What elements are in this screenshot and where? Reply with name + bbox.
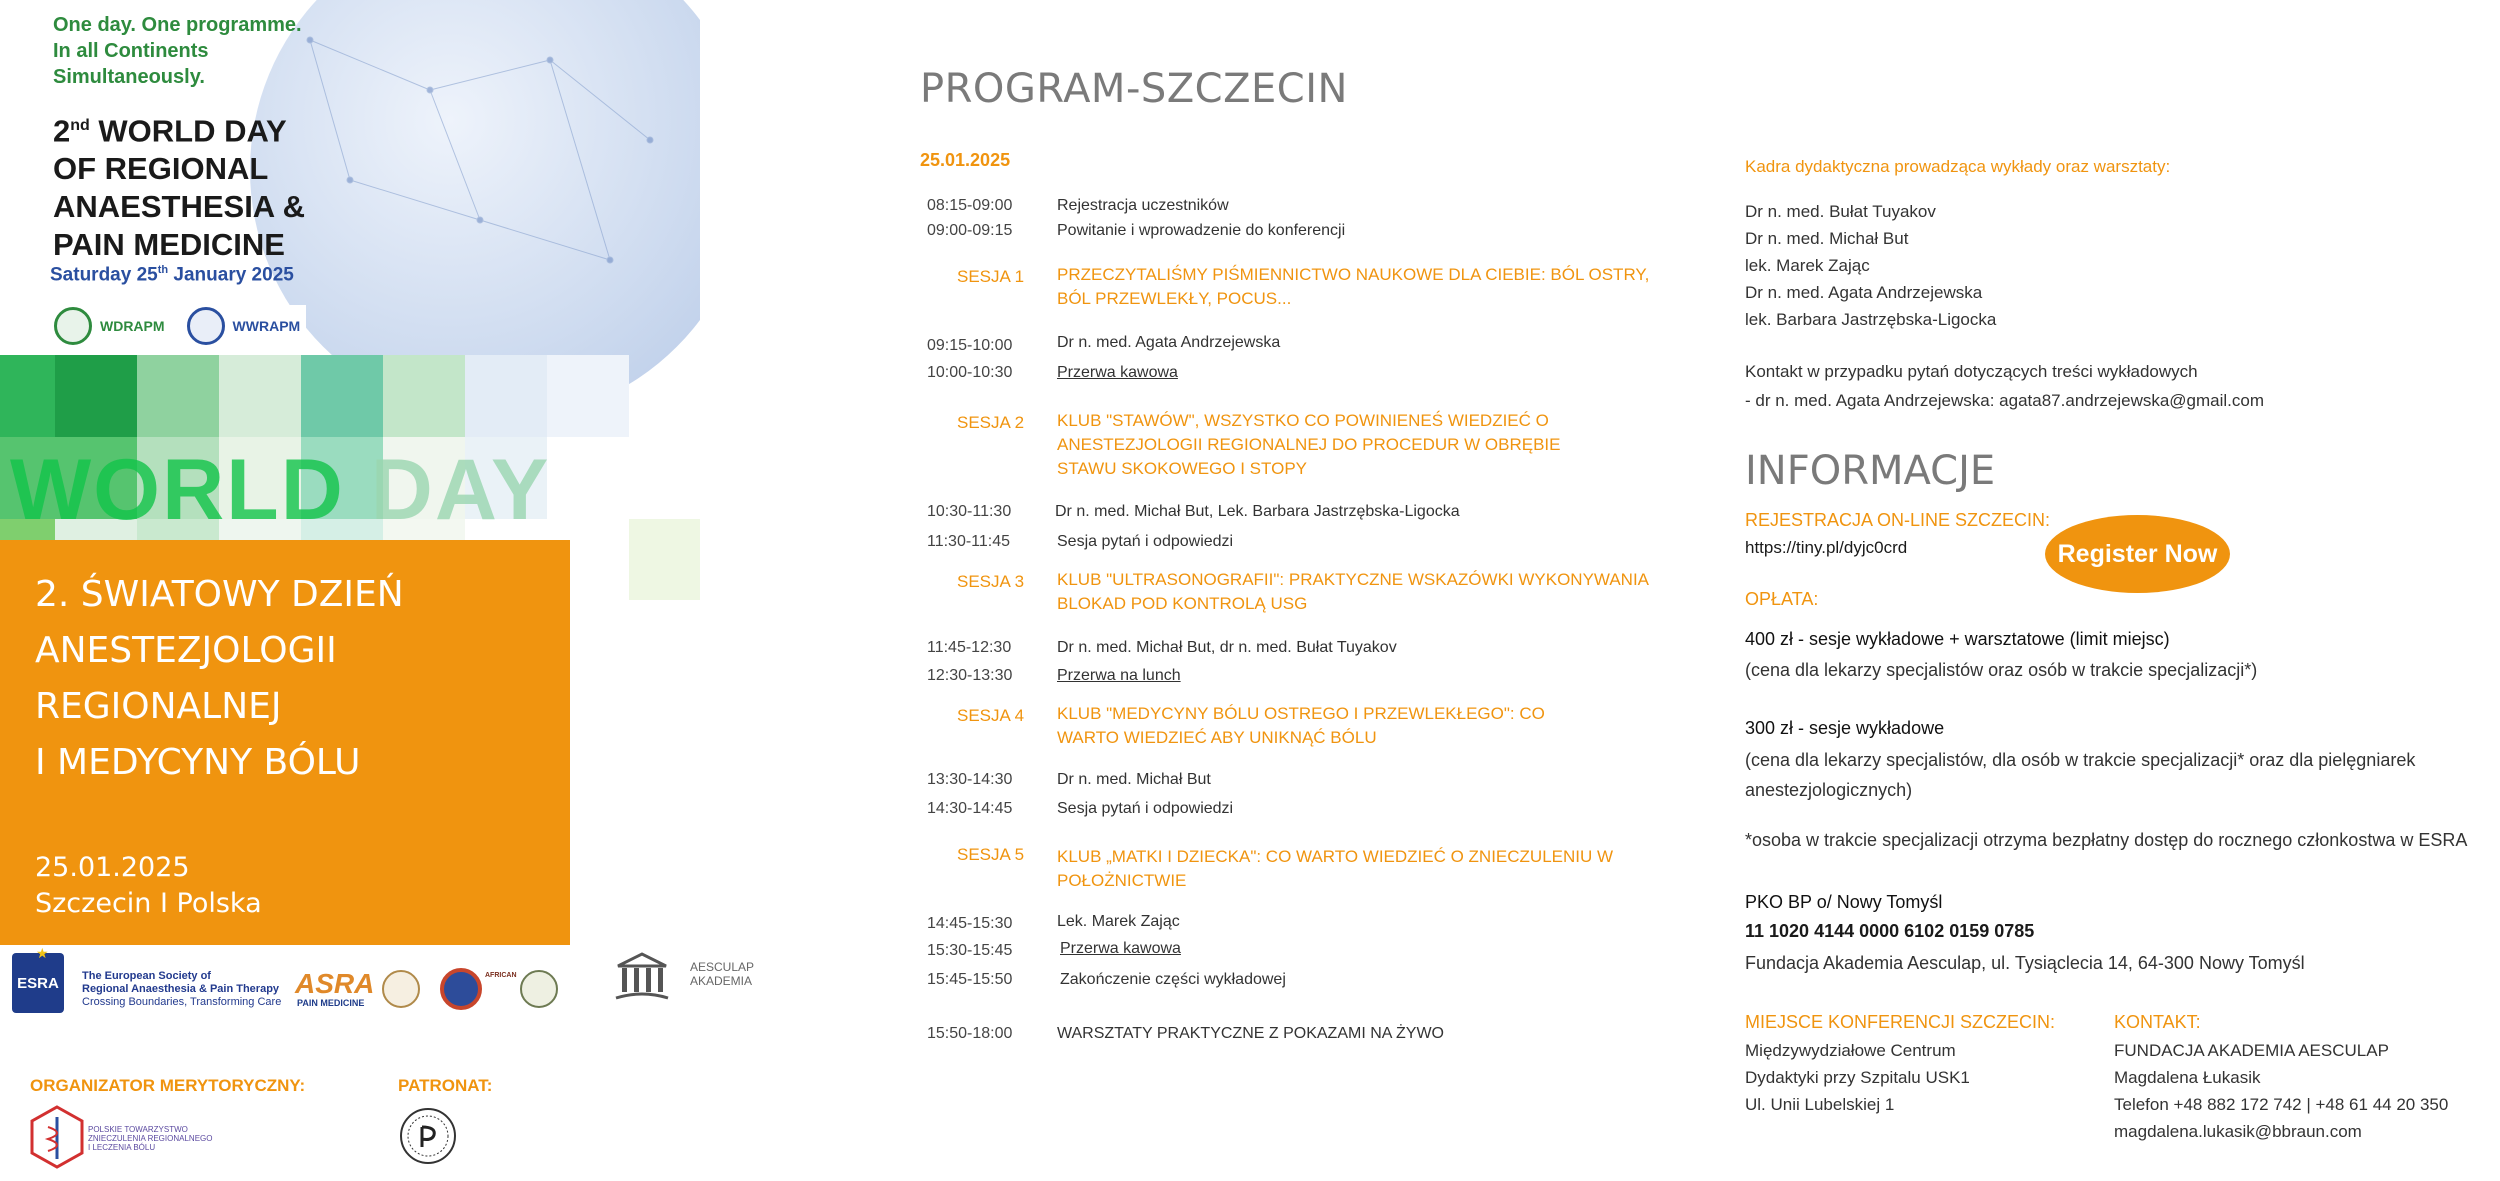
row-time: 11:30-11:45 (927, 533, 1011, 550)
aesculap-line: AKADEMIA (690, 974, 753, 988)
session-title: KLUB "ULTRASONOGRAFII": PRAKTYCZNE WSKAZÓWKI WYKONYWANIA BLOKAD POD KONTROLĄ USG (1057, 570, 1649, 613)
esra-logo: ESRA (12, 953, 64, 1013)
fee2-note: anestezjologicznych) (1745, 780, 1913, 800)
world-day-heading (53, 107, 305, 264)
society-logo-3 (520, 970, 558, 1008)
kontakt-item: Magdalena Łukasik (2114, 1068, 2261, 1087)
row-time: 09:15-10:00 (927, 337, 1013, 354)
tagline-line: One day. One programme. (53, 14, 302, 36)
session-title: KLUB "STAWÓW", WSZYSTKO CO POWINIENEŚ WIEDZIEĆ O ANESTEZJOLOGII REGIONALNEJ DO PROCEDUR W OBRĘBIE STAWU SKOKOWEGO I STOPY (1057, 411, 1561, 478)
kadra-item: Dr n. med. Bułat Tuyakov (1745, 202, 1936, 221)
info-title: INFORMACJE (1745, 448, 1996, 494)
organizer-line: I LECZENIA BÓLU (88, 1143, 156, 1152)
row-time: 14:30-14:45 (927, 800, 1013, 817)
miejsce-label: MIEJSCE KONFERENCJI SZCZECIN: (1745, 1012, 2056, 1032)
asra-sub: PAIN MEDICINE (297, 998, 365, 1008)
heading-line: OF REGIONAL (53, 151, 269, 187)
session-title: PRZECZYTALIŚMY PIŚMIENNICTWO NAUKOWE DLA CIEBIE: BÓL OSTRY, BÓL PRZEWLEKŁY, POCUS... (1057, 265, 1650, 308)
fee1-note: (cena dla lekarzy specjalistów oraz osób w trakcie specjalizacji*) (1745, 660, 2258, 680)
organizer-line: POLSKIE TOWARZYSTWO (88, 1125, 188, 1134)
world-day-text: WORLD DAY (89, 113, 287, 149)
heading-line: ANAESTHESIA & (53, 189, 306, 225)
row-time: 15:45-15:50 (927, 971, 1013, 988)
rejestracja-link[interactable]: https://tiny.pl/dyjc0crd (1745, 538, 1908, 557)
saturday-post: January 2025 (168, 264, 294, 286)
wdrapm-logo: WDRAPM (100, 318, 165, 334)
program-title: PROGRAM-SZCZECIN (920, 66, 1348, 112)
session-label: SESJA 1 (957, 267, 1025, 286)
kontakt-list (2114, 1037, 2448, 1145)
esra-line: Regional Anaesthesia & Pain Therapy (82, 983, 280, 995)
session-label: SESJA 3 (957, 572, 1025, 591)
esra-text (82, 970, 281, 1009)
miejsce-line: Dydaktyki przy Szpitalu USK1 (1745, 1068, 1970, 1087)
event-title-block (0, 540, 570, 945)
esra-line: Crossing Boundaries, Transforming Care (82, 996, 282, 1008)
kontakt-item: Telefon +48 882 172 742 | +48 61 44 20 350 (2114, 1095, 2449, 1114)
row-time: 13:30-14:30 (927, 771, 1013, 788)
kadra-item: Dr n. med. Michał But (1745, 229, 1909, 248)
row-text: Dr n. med. Michał But, dr n. med. Bułat Tuyakov (1057, 639, 1397, 656)
tagline-line: In all Continents (53, 40, 209, 62)
row-text-break: Przerwa na lunch (1057, 667, 1181, 684)
bank-account: 11 1020 4144 0000 6102 0159 0785 (1745, 921, 2035, 941)
esra-footnote: *osoba w trakcie specjalizacji otrzyma bezpłatny dostęp do rocznego członkostwa w ESRA (1745, 830, 2468, 850)
row-text-break: Przerwa kawowa (1057, 364, 1178, 381)
network-graphic (250, 0, 700, 360)
kontakt-line: Kontakt w przypadku pytań dotyczących treści wykładowych (1745, 362, 2198, 381)
ptzrilb-logo-icon (30, 1105, 85, 1170)
event-title-line: 2. ŚWIATOWY DZIEŃ (35, 574, 404, 615)
event-title-line: I MEDYCYNY BÓLU (35, 742, 361, 783)
session-title: KLUB "MEDYCYNY BÓLU OSTREGO I PRZEWLEKŁEGO": CO WARTO WIEDZIEĆ ABY UNIKNĄĆ BÓLU (1057, 704, 1545, 747)
row-text: Sesja pytań i odpowiedzi (1057, 533, 1234, 550)
row-text: Zakończenie części wykładowej (1060, 971, 1286, 988)
row-text: Lek. Marek Zając (1057, 913, 1180, 930)
kontakt-line: - dr n. med. Agata Andrzejewska: agata87.andrzejewska@gmail.com (1745, 391, 2265, 410)
organizer-line: ZNIECZULENIA REGIONALNEGO (88, 1134, 213, 1143)
kontakt-tresci (1745, 357, 2264, 415)
row-time: 15:50-18:00 (927, 1025, 1013, 1042)
banner-world: WORLD (10, 442, 345, 538)
fee1: 400 zł - sesje wykładowe + warsztatowe (limit miejsc) (1745, 629, 2170, 649)
row-time: 11:45-12:30 (927, 639, 1012, 656)
kadra-item: lek. Barbara Jastrzębska-Ligocka (1745, 310, 1997, 329)
saturday-sup: th (157, 264, 169, 276)
ordinal-number: 2 (53, 113, 71, 149)
patronat-seal-icon (398, 1105, 458, 1167)
world-day-banner-text (10, 441, 550, 540)
session-label: SESJA 5 (957, 845, 1025, 864)
row-text-break: Przerwa kawowa (1060, 940, 1181, 957)
banner-day: DAY (344, 442, 551, 538)
row-text: Dr n. med. Michał But (1057, 771, 1211, 788)
miejsce-line: Międzywydziałowe Centrum (1745, 1041, 1956, 1060)
row-text: Sesja pytań i odpowiedzi (1057, 800, 1234, 817)
row-time: 12:30-13:30 (927, 667, 1013, 684)
saturday-pre: Saturday 25 (50, 264, 158, 286)
event-place: Szczecin I Polska (35, 888, 262, 919)
aesculap-temple-icon (612, 948, 672, 1008)
tagline (53, 12, 302, 90)
row-time: 09:00-09:15 (927, 222, 1013, 239)
row-time: 14:45-15:30 (927, 915, 1013, 932)
session-label: SESJA 2 (957, 413, 1025, 432)
fee2: 300 zł - sesje wykładowe (1745, 718, 1945, 738)
afsra-logo-text: AFRICAN (485, 972, 517, 979)
heading-line: PAIN MEDICINE (53, 227, 285, 263)
bank-address: Fundacja Akademia Aesculap, ul. Tysiąclecia 14, 64-300 Nowy Tomyśl (1745, 953, 2305, 973)
program-date: 25.01.2025 (920, 150, 1011, 170)
aesculap-line: AESCULAP (690, 960, 755, 974)
kadra-label: Kadra dydaktyczna prowadząca wykłady oraz warsztaty: (1745, 157, 2171, 176)
session-title: KLUB „MATKI I DZIECKA": CO WARTO WIEDZIEĆ O ZNIECZULENIU W POŁOŻNICTWIE (1057, 847, 1614, 890)
aesculap-text (690, 960, 754, 988)
row-text: Rejestracja uczestników (1057, 197, 1229, 214)
row-time: 15:30-15:45 (927, 942, 1013, 959)
organizer-text (88, 1125, 212, 1152)
fee2-note: (cena dla lekarzy specjalistów, dla osób w trakcie specjalizacji* oraz dla pielęgniarek (1745, 750, 2416, 770)
kadra-item: lek. Marek Zając (1745, 256, 1870, 275)
wwrapm-logo: WWRAPM (232, 318, 301, 334)
organizer-label: ORGANIZATOR MERYTORYCZNY: (30, 1076, 306, 1095)
row-text: Powitanie i wprowadzenie do konferencji (1057, 222, 1346, 239)
kadra-item: Dr n. med. Agata Andrzejewska (1745, 283, 1983, 302)
row-time: 10:30-11:30 (927, 503, 1012, 520)
wwrapm-globe-icon (187, 307, 225, 345)
kontakt-item: FUNDACJA AKADEMIA AESCULAP (2114, 1041, 2389, 1060)
saturday-date (50, 264, 294, 286)
miejsce-line: Ul. Unii Lubelskiej 1 (1745, 1095, 1895, 1114)
oplata-label: OPŁATA: (1745, 589, 1819, 609)
patronat-label: PATRONAT: (398, 1076, 493, 1095)
miejsce-list (1745, 1037, 1970, 1118)
wdrapm-globe-icon (54, 307, 92, 345)
row-text: WARSZTATY PRAKTYCZNE Z POKAZAMI NA ŻYWO (1057, 1025, 1444, 1042)
esra-line: The European Society of (82, 970, 211, 982)
session-label: SESJA 4 (957, 706, 1025, 725)
kontakt-label: KONTAKT: (2114, 1012, 2201, 1032)
row-time: 08:15-09:00 (927, 197, 1013, 214)
society-logo-2 (440, 968, 482, 1010)
rapm-logos (48, 305, 306, 347)
row-text: Dr n. med. Agata Andrzejewska (1057, 334, 1281, 351)
ordinal-suffix: nd (70, 117, 90, 134)
esra-star-icon: ★ (36, 945, 49, 961)
society-logo-1 (382, 970, 420, 1008)
rejestracja-label: REJESTRACJA ON-LINE SZCZECIN: (1745, 510, 2051, 530)
register-now-button[interactable]: Register Now (2045, 515, 2230, 593)
asra-logo: ASRA (295, 968, 375, 999)
event-title-line: ANESTEZJOLOGII REGIONALNEJ (35, 630, 337, 727)
row-text: Dr n. med. Michał But, Lek. Barbara Jastrzębska-Ligocka (1055, 503, 1460, 520)
kontakt-email-link[interactable]: magdalena.lukasik@bbraun.com (2114, 1122, 2362, 1141)
kadra-list (1745, 198, 1996, 333)
event-date: 25.01.2025 (35, 852, 190, 883)
bank-name: PKO BP o/ Nowy Tomyśl (1745, 892, 1943, 912)
tagline-line: Simultaneously. (53, 66, 205, 88)
row-time: 10:00-10:30 (927, 364, 1013, 381)
